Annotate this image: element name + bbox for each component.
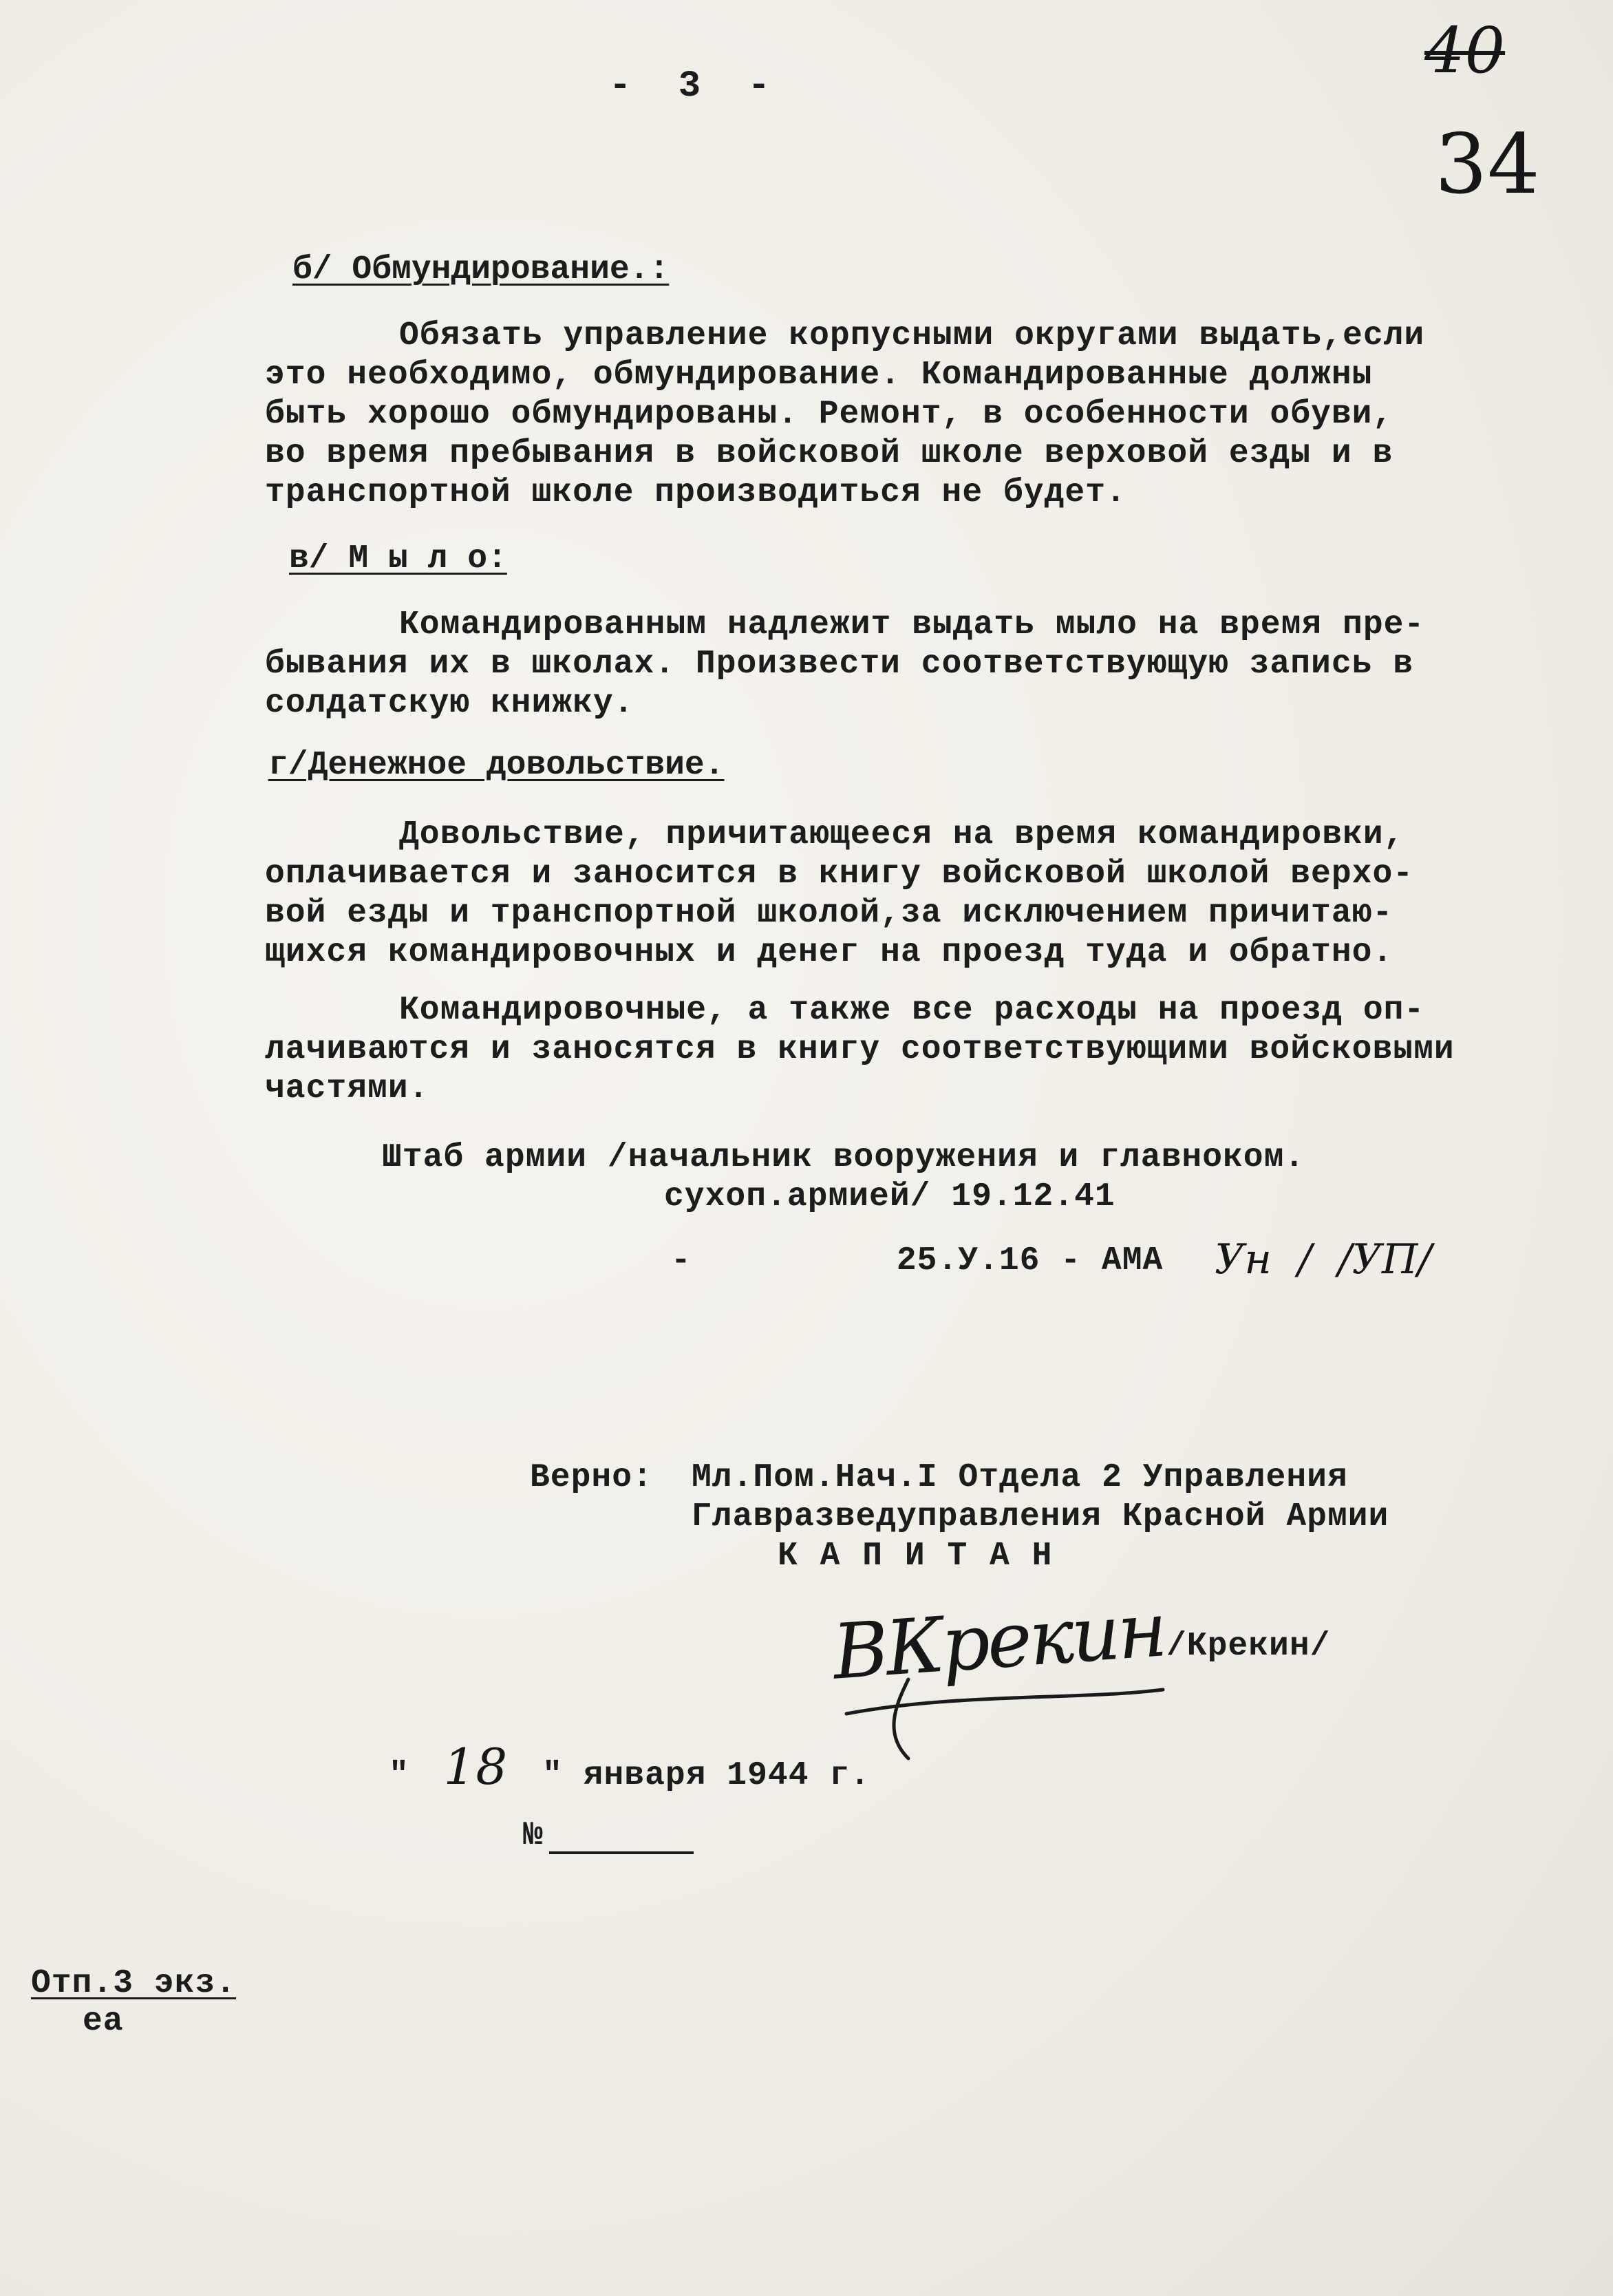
section-g-line: щихся командировочных и денег на проезд туда и обратно. xyxy=(265,934,1393,971)
certification-line-2: Главразведуправления Красной Армии xyxy=(692,1498,1389,1535)
section-v-text xyxy=(265,606,1596,723)
section-v-line: Командированным надлежит выдать мыло на время пре- xyxy=(399,606,1425,644)
signature: ВКрекин xyxy=(830,1585,1168,1697)
archive-number: 34 xyxy=(1435,117,1540,213)
source-line-2: сухоп.армией/ 19.12.41 xyxy=(664,1178,1115,1215)
section-v-heading: в/ М ы л о: xyxy=(289,540,507,577)
document-number xyxy=(523,1817,694,1854)
section-g-line: вой езды и транспортной школой,за исключением причитаю- xyxy=(265,895,1393,932)
date-open-quote: " xyxy=(389,1757,409,1794)
section-b-text xyxy=(265,317,1596,513)
section-g-text-2 xyxy=(265,991,1596,1109)
number-blank-line xyxy=(549,1824,694,1854)
certification-line-1: Мл.Пом.Нач.I Отдела 2 Управления xyxy=(692,1459,1348,1496)
section-b-line: транспортной школе производиться не будет. xyxy=(265,474,1126,511)
date-rest: " января 1944 г. xyxy=(542,1757,870,1794)
certification-rank: К А П И Т А Н xyxy=(778,1538,1054,1575)
section-b-line: во время пребывания в войсковой школе верховой езды и в xyxy=(265,435,1393,472)
source-line-1: Штаб армии /начальник вооружения и главноком. xyxy=(382,1139,1305,1176)
section-v-line: бывания их в школах. Произвести соответствующую запись в xyxy=(265,646,1414,683)
section-g-line: лачиваются и заносятся в книгу соответствующими войсковыми xyxy=(265,1031,1455,1068)
source-line-3: - 25.У.16 - АМА xyxy=(671,1242,1164,1279)
footer-initials: еа xyxy=(83,2003,124,2040)
section-g-line: оплачивается и заносится в книгу войсковой школой верхо- xyxy=(265,855,1414,893)
footer-copies: Отп.3 экз. xyxy=(31,1965,237,2002)
section-b-heading: б/ Обмундирование.: xyxy=(292,251,670,288)
section-b-line: Обязать управление корпусными округами выдать,если xyxy=(399,317,1425,354)
number-label: № xyxy=(523,1817,544,1854)
section-g-line: Довольствие, причитающееся на время командировки, xyxy=(399,816,1404,853)
date-day: 18 xyxy=(443,1738,509,1796)
section-g-line: частями. xyxy=(265,1070,429,1107)
handwritten-reference: Ун / /УП/ xyxy=(1215,1235,1432,1284)
page-number: - 3 - xyxy=(609,65,783,107)
section-g-heading: г/Денежное довольствие. xyxy=(268,747,725,784)
section-b-line: это необходимо, обмундирование. Командированные должны xyxy=(265,357,1373,394)
section-v-line: солдатскую книжку. xyxy=(265,685,634,722)
certification-label: Верно: xyxy=(530,1459,653,1496)
signer-name: /Крекин/ xyxy=(1166,1628,1331,1665)
section-g-text-1 xyxy=(265,816,1596,972)
section-g-line: Командировочные, а также все расходы на проезд оп- xyxy=(399,992,1425,1029)
date-line xyxy=(389,1738,870,1796)
section-b-line: быть хорошо обмундированы. Ремонт, в особенности обуви, xyxy=(265,396,1393,433)
signature-flourish xyxy=(819,1666,1177,1769)
archive-number-struck: 40 xyxy=(1424,14,1506,87)
